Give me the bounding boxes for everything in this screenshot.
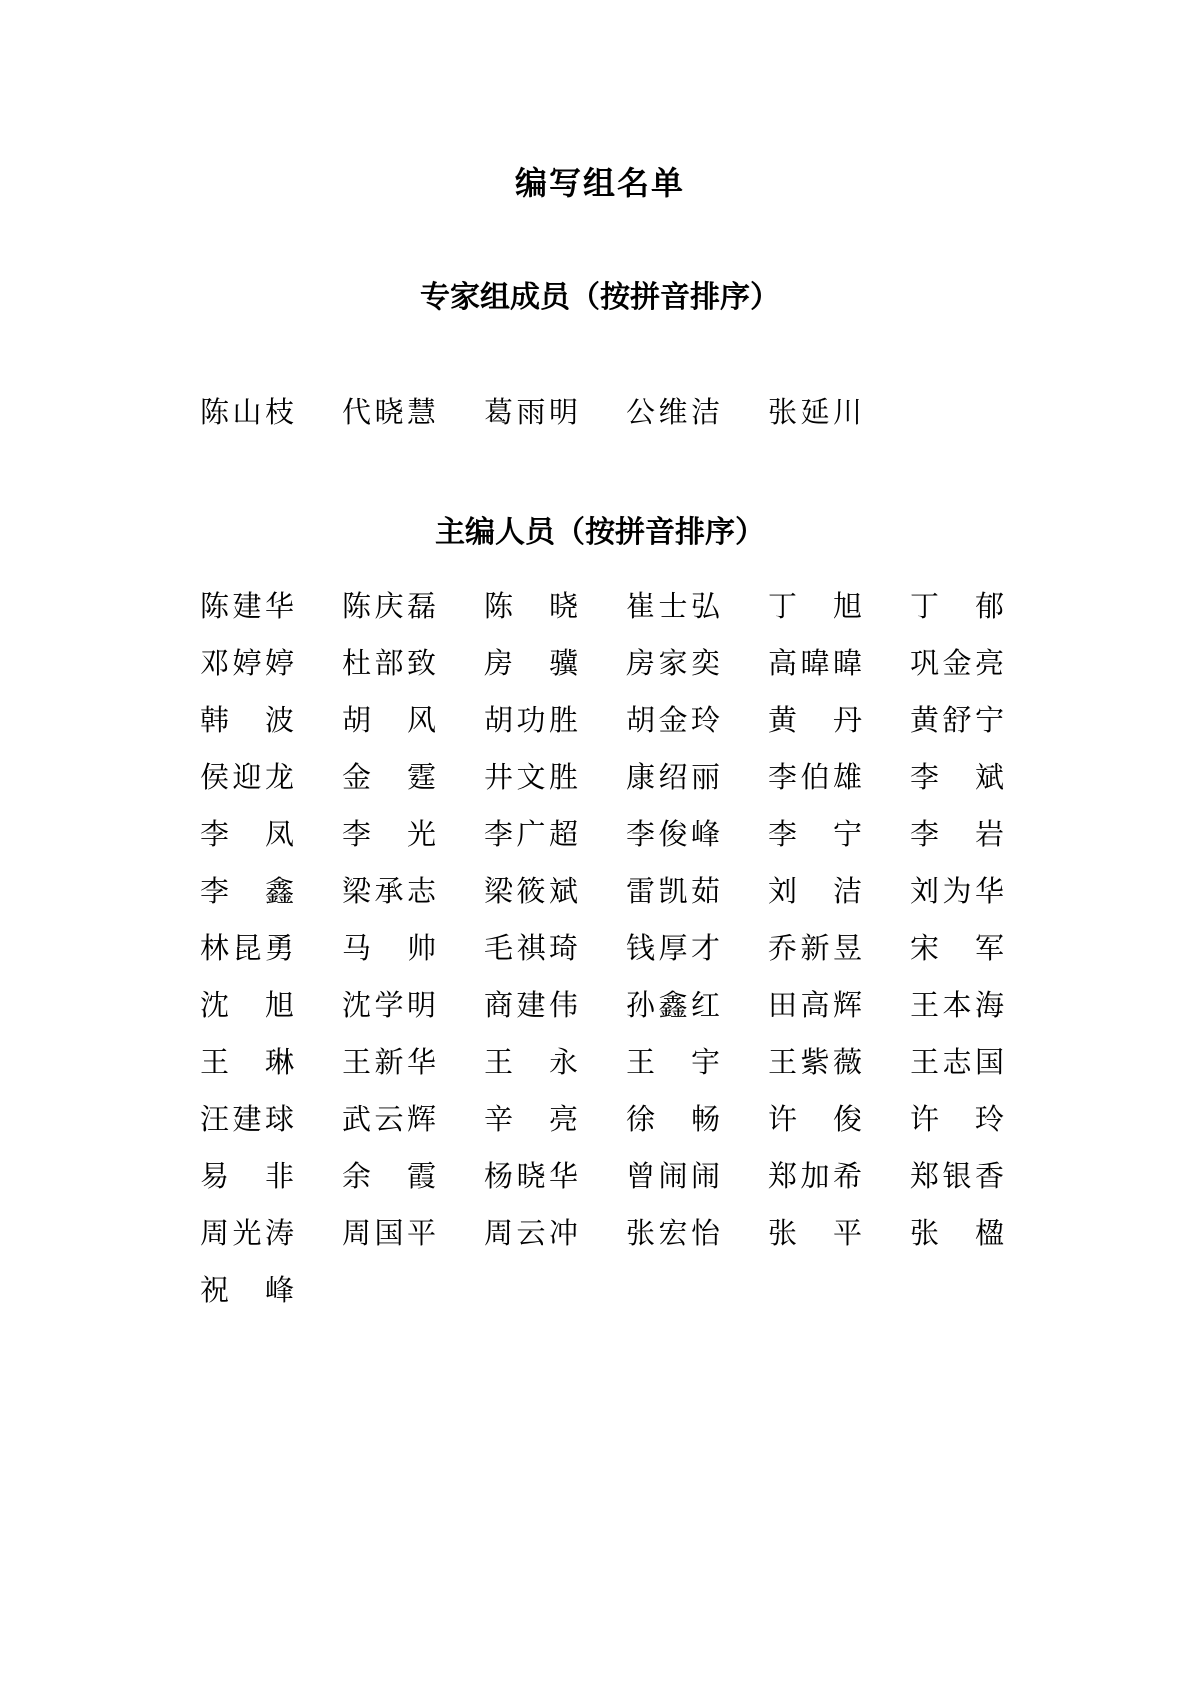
name-entry: 韩 波 (200, 703, 294, 737)
name-entry: 祝 峰 (200, 1273, 294, 1307)
name-entry: 王 新 华 (342, 1045, 436, 1079)
name-entry: 陈 庆 磊 (342, 589, 436, 623)
name-entry: 商 建 伟 (484, 988, 578, 1022)
name-entry: 梁 承 志 (342, 874, 436, 908)
name-entry: 李 凤 (200, 817, 294, 851)
name-entry: 李 斌 (910, 760, 1004, 794)
name-entry: 张 宏 怡 (626, 1216, 720, 1250)
name-entry: 王 宇 (626, 1045, 720, 1079)
name-entry: 井 文 胜 (484, 760, 578, 794)
name-entry: 李 光 (342, 817, 436, 851)
name-entry: 林 昆 勇 (200, 931, 294, 965)
name-entry: 丁 旭 (768, 589, 862, 623)
name-entry: 钱 厚 才 (626, 931, 720, 965)
editors-list (200, 578, 1004, 1319)
name-entry: 梁 筱 斌 (484, 874, 578, 908)
experts-heading: 专家组成员（按拼音排序） (420, 280, 780, 315)
name-entry: 陈 晓 (484, 589, 578, 623)
name-entry: 沈 旭 (200, 988, 294, 1022)
name-entry: 武 云 辉 (342, 1102, 436, 1136)
name-entry: 胡 功 胜 (484, 703, 578, 737)
name-entry: 雷 凯 茹 (626, 874, 720, 908)
name-entry: 李 广 超 (484, 817, 578, 851)
name-entry: 刘 洁 (768, 874, 862, 908)
name-entry: 丁 郁 (910, 589, 1004, 623)
name-entry: 胡 金 玲 (626, 703, 720, 737)
name-entry: 巩 金 亮 (910, 646, 1004, 680)
name-entry: 汪 建 球 (200, 1102, 294, 1136)
name-entry: 郑 加 希 (768, 1159, 862, 1193)
name-entry: 孙 鑫 红 (626, 988, 720, 1022)
name-entry: 杨 晓 华 (484, 1159, 578, 1193)
name-entry: 侯 迎 龙 (200, 760, 294, 794)
page-title: 编写组名单 (514, 164, 685, 202)
name-entry: 李 俊 峰 (626, 817, 720, 851)
name-entry: 李 岩 (910, 817, 1004, 851)
name-entry: 李 伯 雄 (768, 760, 862, 794)
name-entry: 郑 银 香 (910, 1159, 1004, 1193)
name-entry: 张 楹 (910, 1216, 1004, 1250)
name-entry: 房 家 奕 (626, 646, 720, 680)
name-entry: 邓 婷 婷 (200, 646, 294, 680)
editors-heading: 主编人员（按拼音排序） (435, 515, 765, 550)
name-entry: 黄 丹 (768, 703, 862, 737)
name-entry: 李 鑫 (200, 874, 294, 908)
name-entry: 陈 建 华 (200, 589, 294, 623)
name-entry: 黄 舒 宁 (910, 703, 1004, 737)
name-entry: 宋 军 (910, 931, 1004, 965)
name-entry: 徐 畅 (626, 1102, 720, 1136)
name-entry: 毛 祺 琦 (484, 931, 578, 965)
name-entry: 许 俊 (768, 1102, 862, 1136)
name-entry: 公 维 洁 (626, 395, 720, 429)
name-entry: 康 绍 丽 (626, 760, 720, 794)
name-entry: 陈 山 枝 (200, 395, 294, 429)
name-entry: 曾 闹 闹 (626, 1159, 720, 1193)
name-entry: 王 永 (484, 1045, 578, 1079)
name-entry: 王 琳 (200, 1045, 294, 1079)
name-entry: 房 骥 (484, 646, 578, 680)
name-entry: 李 宁 (768, 817, 862, 851)
name-entry: 杜 部 致 (342, 646, 436, 680)
name-entry: 余 霞 (342, 1159, 436, 1193)
name-entry: 张 延 川 (768, 395, 862, 429)
name-entry: 代 晓 慧 (342, 395, 436, 429)
name-entry: 崔 士 弘 (626, 589, 720, 623)
name-entry: 许 玲 (910, 1102, 1004, 1136)
name-entry: 葛 雨 明 (484, 395, 578, 429)
name-entry: 周 光 涛 (200, 1216, 294, 1250)
name-entry: 高 暐 暐 (768, 646, 862, 680)
name-entry: 张 平 (768, 1216, 862, 1250)
name-entry: 金 霆 (342, 760, 436, 794)
name-entry: 胡 风 (342, 703, 436, 737)
name-entry: 王 志 国 (910, 1045, 1004, 1079)
name-entry: 辛 亮 (484, 1102, 578, 1136)
name-entry: 周 国 平 (342, 1216, 436, 1250)
name-entry: 易 非 (200, 1159, 294, 1193)
name-entry: 沈 学 明 (342, 988, 436, 1022)
name-entry: 马 帅 (342, 931, 436, 965)
name-entry: 乔 新 昱 (768, 931, 862, 965)
name-entry: 王 紫 薇 (768, 1045, 862, 1079)
name-entry: 刘 为 华 (910, 874, 1004, 908)
experts-list (200, 392, 1004, 432)
name-entry: 王 本 海 (910, 988, 1004, 1022)
name-entry: 田 高 辉 (768, 988, 862, 1022)
name-entry: 周 云 冲 (484, 1216, 578, 1250)
